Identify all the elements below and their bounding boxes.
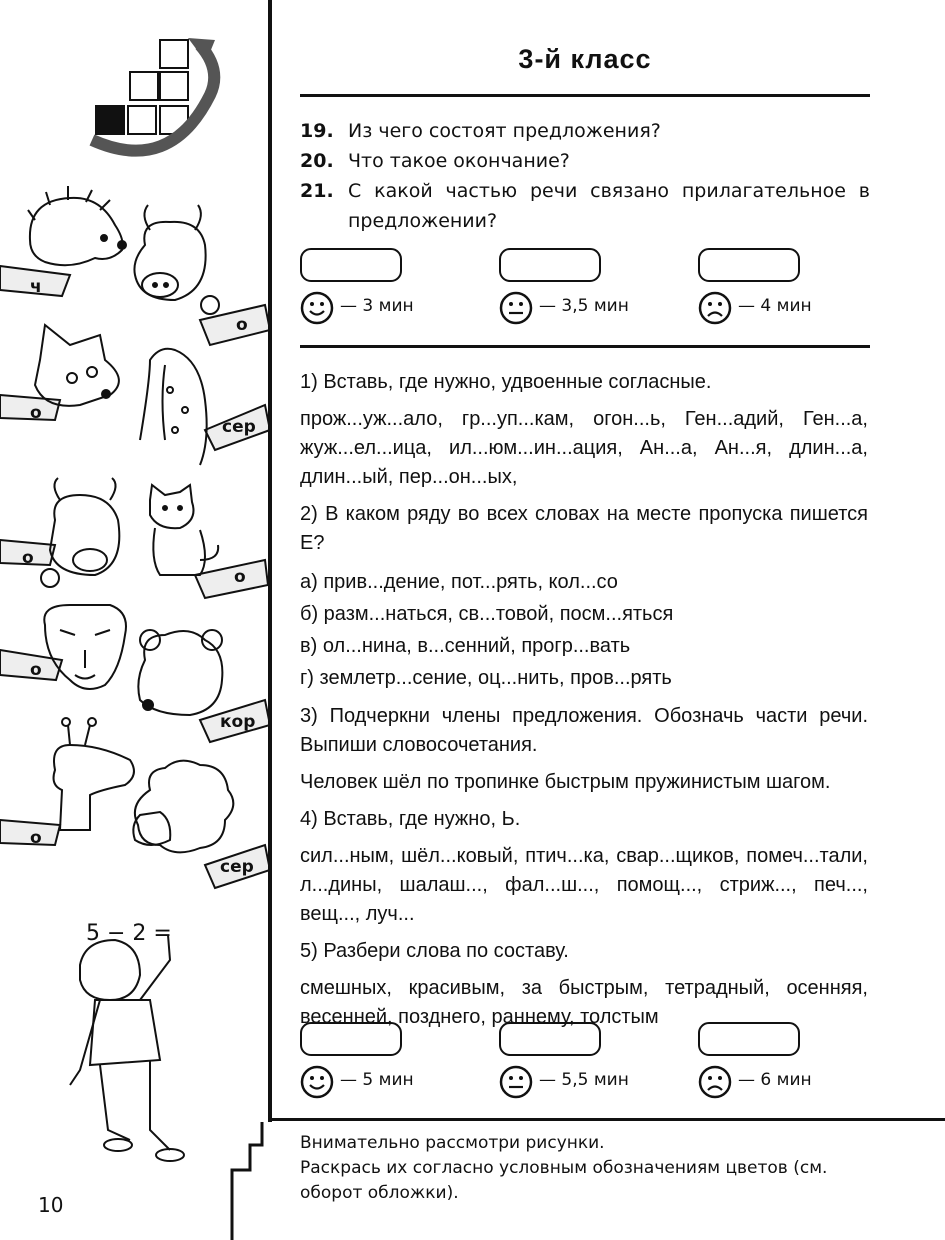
task-5-heading: 5) Разбери слова по составу. [300, 940, 569, 962]
task-5-words: смешных, красивым, за быстрым, тетрадный, осенняя, весенней, позднего, раннему, толстым [300, 977, 868, 1028]
section-rule [300, 345, 870, 348]
page-number: 10 [38, 1193, 64, 1217]
stairs-logo-icon [92, 38, 215, 151]
task-3-heading: 3) Подчеркни члены предложения. Обозначь части речи. Выпиши словосочетания. [300, 705, 868, 756]
tag-label: кор [220, 712, 256, 732]
timer-row-bottom [300, 1022, 870, 1092]
time-entry-box[interactable] [698, 248, 800, 282]
timer-4-min [698, 248, 848, 318]
question-item [300, 146, 870, 176]
footer-note [300, 1131, 870, 1206]
smile-face-icon [300, 291, 334, 325]
stairs-bottom-decoration [232, 1122, 262, 1240]
question-item [300, 116, 870, 146]
task-2-heading: 2) В каком ряду во всех словах на месте пропуска пишется Е? [300, 503, 868, 554]
horizontal-divider [270, 1118, 945, 1121]
tag-label: о [22, 548, 34, 568]
time-entry-box[interactable] [698, 1022, 800, 1056]
task-2-option-a: а) прив...дение, пот...рять, кол...со [300, 571, 618, 593]
time-entry-box[interactable] [499, 1022, 601, 1056]
neutral-face-icon [499, 291, 533, 325]
smile-face-icon [300, 1065, 334, 1099]
timer-3-5-min [499, 248, 649, 318]
question-item [300, 176, 870, 236]
cow-drawing [134, 205, 219, 314]
boy-drawing [70, 921, 184, 1161]
timer-row-top [300, 248, 870, 318]
question-number: 21. [300, 180, 334, 202]
animal-illustrations [0, 0, 270, 1240]
timer-label: — 3 мин [340, 296, 414, 316]
timer-3-min [300, 248, 450, 318]
timer-5-5-min [499, 1022, 649, 1092]
time-entry-box[interactable] [499, 248, 601, 282]
sad-face-icon [698, 291, 732, 325]
title-rule [300, 94, 870, 97]
hedgehog-drawing [28, 186, 126, 265]
timer-label: — 4 мин [738, 296, 812, 316]
task-2-option-d: г) землетр...сение, оц...нить, пров...рять [300, 667, 672, 689]
board-text: 5 − 2 = [86, 921, 172, 946]
question-number: 19. [300, 120, 334, 142]
neutral-face-icon [499, 1065, 533, 1099]
tag-label: о [30, 403, 42, 423]
giraffe-neck-drawing [140, 349, 207, 465]
task-4-heading: 4) Вставь, где нужно, Ь. [300, 808, 521, 830]
task-2-option-b: б) разм...наться, св...товой, посм...яться [300, 603, 674, 625]
question-number: 20. [300, 150, 334, 172]
task-list [300, 368, 868, 1040]
timer-label: — 6 мин [738, 1070, 812, 1090]
question-text: С какой частью речи связано прилагательное в предложении? [348, 180, 870, 232]
giraffe-drawing [54, 718, 134, 830]
timer-label: — 5,5 мин [539, 1070, 629, 1090]
timer-label: — 3,5 мин [539, 296, 629, 316]
cow-drawing-2 [41, 478, 119, 587]
footer-line-1: Внимательно рассмотри рисунки. [300, 1133, 605, 1153]
question-list [300, 116, 870, 236]
tag-label: о [236, 315, 248, 335]
time-entry-box[interactable] [300, 1022, 402, 1056]
bear-drawing [138, 630, 222, 715]
sad-face-icon [698, 1065, 732, 1099]
sheep-drawing [133, 761, 233, 853]
timer-5-min [300, 1022, 450, 1092]
wolf-drawing [35, 325, 119, 406]
illustration-column [0, 0, 270, 1240]
task-1-heading: 1) Вставь, где нужно, удвоенные согласные. [300, 371, 712, 393]
task-1-words: прож...уж...ало, гр...уп...кам, огон...ь, Ген...адий, Ген...а, жуж...ел...ица, ил...юм...ин...ация, Ан...а, Ан...я, длин...а, длин...ый, пер...он...ых, [300, 408, 868, 488]
tag-label: о [30, 828, 42, 848]
tag-label: о [234, 567, 246, 587]
question-text: Что такое окончание? [348, 150, 570, 172]
timer-6-min [698, 1022, 848, 1092]
tag-label: ч [30, 277, 42, 297]
question-text: Из чего состоят предложения? [348, 120, 661, 142]
task-4-words: сил...ным, шёл...ковый, птич...ка, свар...щиков, помеч...тали, л...дины, шалаш..., фал...ш..., помощ..., стриж..., печ..., вещ..., луч... [300, 845, 868, 925]
timer-label: — 5 мин [340, 1070, 414, 1090]
vertical-divider [268, 0, 272, 1122]
task-3-sentence: Человек шёл по тропинке быстрым пружинистым шагом. [300, 771, 831, 793]
time-entry-box[interactable] [300, 248, 402, 282]
task-2-option-c: в) ол...нина, в...сенний, прогр...вать [300, 635, 631, 657]
tag-label: сер [220, 857, 254, 877]
tag-label: сер [222, 417, 256, 437]
footer-line-2: Раскрась их согласно условным обозначениям цветов (см. оборот обложки). [300, 1158, 828, 1203]
page-title: 3-й класс [518, 44, 652, 74]
tag-label: о [30, 660, 42, 680]
kitten-drawing [150, 485, 218, 575]
